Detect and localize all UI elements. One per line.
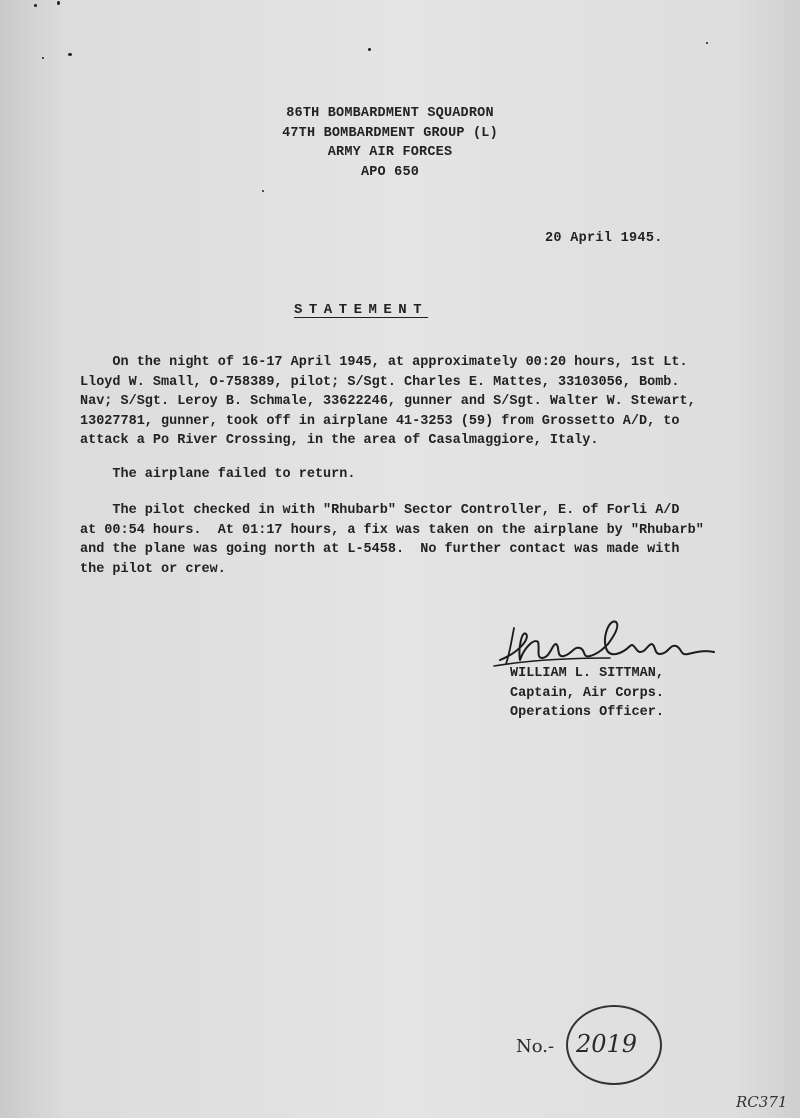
paper-speck [57, 1, 60, 5]
paragraph-failed-return [80, 465, 740, 485]
letterhead-line: 47TH BOMBARDMENT GROUP (L) [282, 125, 498, 141]
paper-speck [368, 48, 371, 51]
document-number: 2019 [576, 1030, 638, 1058]
letterhead-line: APO 650 [360, 164, 420, 180]
paper-speck [706, 42, 708, 44]
text-line: The pilot checked in with "Rhubarb" Sector Controller, E. of Forli A/D [80, 503, 680, 518]
document-number-label: No.- [516, 1036, 555, 1057]
paper-speck [34, 4, 37, 7]
statement-title: STATEMENT [294, 302, 429, 318]
paragraph-incident [80, 353, 740, 451]
corner-archive-note: RC371 [736, 1093, 788, 1111]
signature-block [510, 664, 664, 723]
signatory-rank: Captain, Air Corps. [510, 685, 664, 701]
paper-speck [262, 190, 264, 192]
text-line: Nav; S/Sgt. Leroy B. Schmale, 33622246, gunner and S/Sgt. Walter W. Stewart, [80, 394, 696, 409]
letterhead-line: ARMY AIR FORCES [327, 145, 453, 160]
text-line: On the night of 16-17 April 1945, at approximately 00:20 hours, 1st Lt. [80, 355, 688, 370]
text-line: attack a Po River Crossing, in the area of Casalmaggiore, Italy. [80, 433, 599, 448]
text-line: and the plane was going north at L-5458. No further contact was made with [80, 542, 680, 557]
signatory-name: WILLIAM L. SITTMAN, [510, 666, 664, 681]
letterhead-line: 86TH BOMBARDMENT SQUADRON [286, 106, 494, 121]
paper-speck [68, 53, 72, 56]
paper-speck [42, 57, 44, 59]
paragraph-contact [80, 501, 740, 579]
text-line: Lloyd W. Small, O-758389, pilot; S/Sgt. Charles E. Mattes, 33103056, Bomb. [80, 374, 680, 390]
signatory-role: Operations Officer. [510, 705, 664, 720]
text-line: The airplane failed to return. [80, 467, 356, 482]
letterhead [240, 104, 540, 182]
text-line: 13027781, gunner, took off in airplane 41-3253 (59) from Grossetto A/D, to [80, 413, 680, 429]
document-date: 20 April 1945. [545, 231, 663, 246]
text-line: at 00:54 hours. At 01:17 hours, a fix was taken on the airplane by "Rhubarb" [80, 522, 704, 538]
text-line: the pilot or crew. [80, 561, 226, 577]
